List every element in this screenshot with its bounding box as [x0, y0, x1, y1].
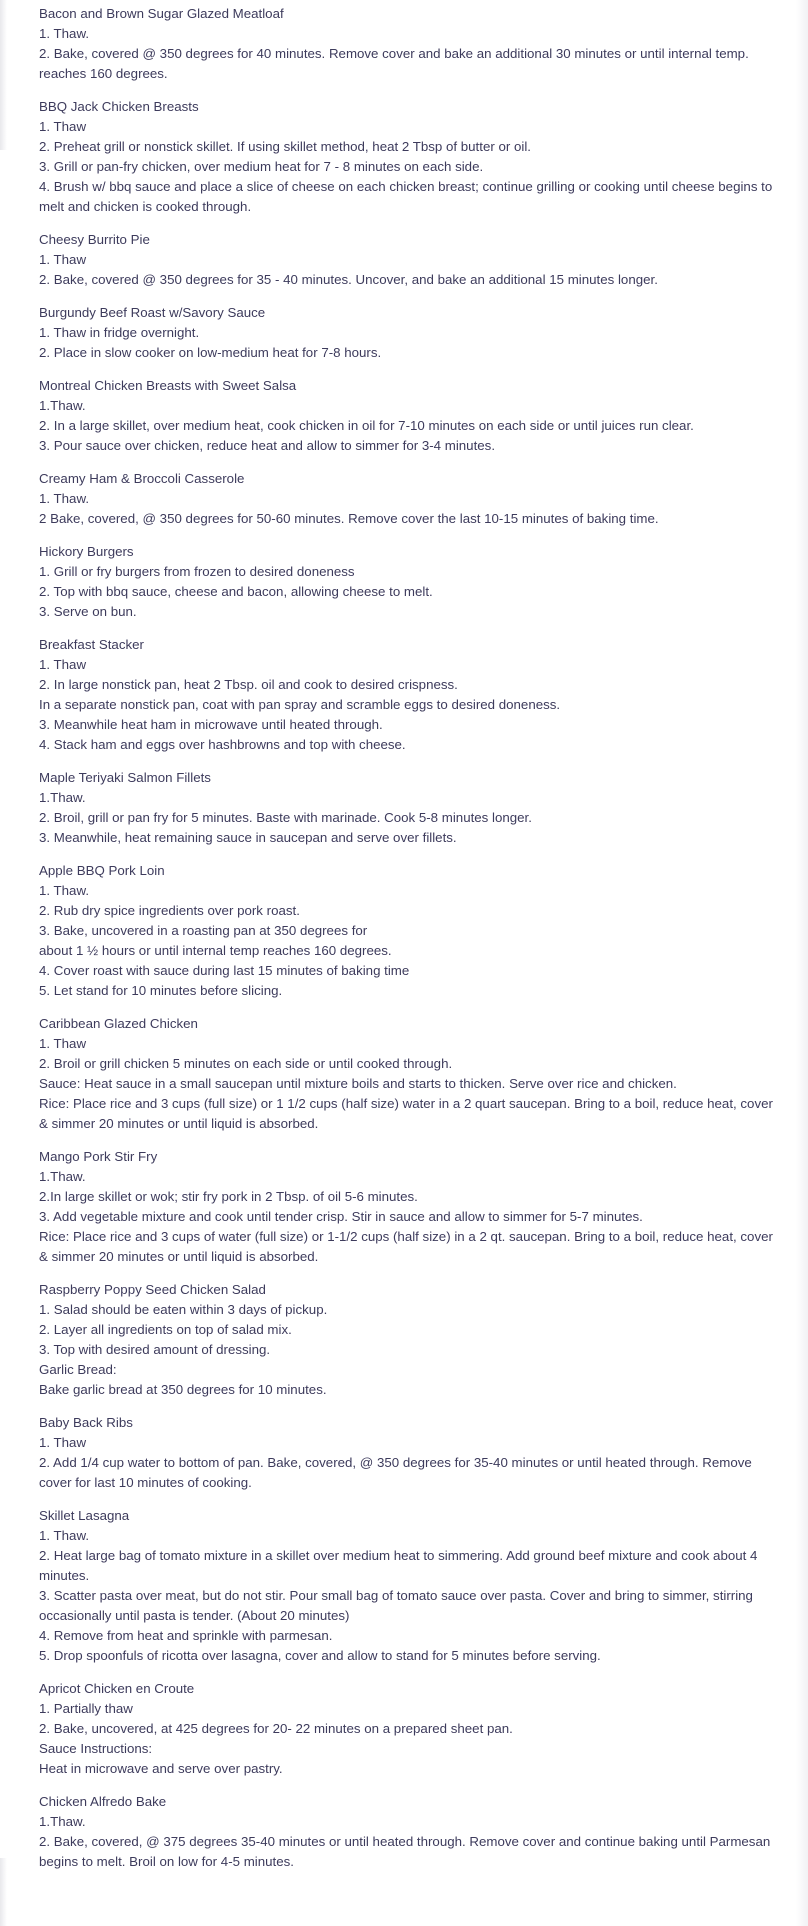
recipe-step: In a separate nonstick pan, coat with pan spray and scramble eggs to desired doneness. — [39, 697, 561, 712]
recipe-step: 4. Stack ham and eggs over hashbrowns and top with cheese. — [39, 737, 406, 752]
recipe-step: 2.In large skillet or wok; stir fry pork in 2 Tbsp. of oil 5-6 minutes. — [39, 1189, 418, 1204]
recipe-step: 3. Add vegetable mixture and cook until tender crisp. Stir in sauce and allow to simmer for 5-7 minutes. — [39, 1209, 643, 1224]
recipe-step: 1. Thaw — [39, 1435, 87, 1450]
recipe-document — [39, 4, 785, 1885]
recipe-step: Heat in microwave and serve over pastry. — [39, 1761, 283, 1776]
recipe-title: Mango Pork Stir Fry — [39, 1149, 158, 1164]
recipe-block — [39, 376, 785, 456]
recipe-step: 1. Thaw. — [39, 491, 90, 506]
recipe-title: BBQ Jack Chicken Breasts — [39, 99, 199, 114]
recipe-block — [39, 1679, 785, 1779]
recipe-step: 2. Bake, uncovered, at 425 degrees for 20- 22 minutes on a prepared sheet pan. — [39, 1721, 513, 1736]
page-shadow-left — [0, 0, 7, 150]
recipe-step: Rice: Place rice and 3 cups of water (full size) or 1-1/2 cups (half size) in a 2 qt. saucepan. Bring to a boil, reduce heat, cover & simmer 20 minutes or until liquid is absorbed. — [39, 1229, 773, 1264]
recipe-step: 3. Pour sauce over chicken, reduce heat and allow to simmer for 3-4 minutes. — [39, 438, 496, 453]
recipe-step: 3. Top with desired amount of dressing. — [39, 1342, 271, 1357]
recipe-step: 3. Meanwhile, heat remaining sauce in saucepan and serve over fillets. — [39, 830, 457, 845]
recipe-block — [39, 97, 785, 217]
recipe-step: 1.Thaw. — [39, 1814, 86, 1829]
scroll-edge-right — [796, 0, 808, 1926]
recipe-step: 1. Thaw. — [39, 26, 90, 41]
recipe-step: about 1 ½ hours or until internal temp reaches 160 degrees. — [39, 943, 392, 958]
recipe-step: 1. Thaw. — [39, 1528, 90, 1543]
recipe-block — [39, 1792, 785, 1872]
recipe-step: 1. Thaw — [39, 657, 87, 672]
recipe-step: 3. Bake, uncovered in a roasting pan at 350 degrees for — [39, 923, 368, 938]
recipe-title: Maple Teriyaki Salmon Fillets — [39, 770, 211, 785]
recipe-title: Burgundy Beef Roast w/Savory Sauce — [39, 305, 266, 320]
recipe-title: Skillet Lasagna — [39, 1508, 130, 1523]
recipe-step: Garlic Bread: — [39, 1362, 117, 1377]
recipe-step: 2. Rub dry spice ingredients over pork roast. — [39, 903, 300, 918]
recipe-step: 2. Preheat grill or nonstick skillet. If using skillet method, heat 2 Tbsp of butter or oil. — [39, 139, 531, 154]
recipe-step: 2. Heat large bag of tomato mixture in a skillet over medium heat to simmering. Add ground beef mixture and cook about 4 minutes. — [39, 1548, 758, 1583]
recipe-step: 5. Drop spoonfuls of ricotta over lasagna, cover and allow to stand for 5 minutes before serving. — [39, 1648, 601, 1663]
recipe-title: Hickory Burgers — [39, 544, 134, 559]
recipe-step: Bake garlic bread at 350 degrees for 10 minutes. — [39, 1382, 327, 1397]
recipe-title: Chicken Alfredo Bake — [39, 1794, 167, 1809]
recipe-step: 1. Thaw — [39, 119, 87, 134]
recipe-step: 3. Grill or pan-fry chicken, over medium heat for 7 - 8 minutes on each side. — [39, 159, 484, 174]
recipe-step: 1. Grill or fry burgers from frozen to desired doneness — [39, 564, 355, 579]
recipe-block — [39, 1413, 785, 1493]
recipe-block — [39, 1014, 785, 1134]
recipe-block — [39, 230, 785, 290]
recipe-step: 2 Bake, covered, @ 350 degrees for 50-60 minutes. Remove cover the last 10-15 minutes of baking time. — [39, 511, 659, 526]
recipe-step: 2. In large nonstick pan, heat 2 Tbsp. oil and cook to desired crispness. — [39, 677, 458, 692]
recipe-step: 4. Remove from heat and sprinkle with parmesan. — [39, 1628, 333, 1643]
page-shadow-left-bottom — [0, 1858, 7, 1926]
recipe-title: Breakfast Stacker — [39, 637, 144, 652]
recipe-step: 2. Add 1/4 cup water to bottom of pan. Bake, covered, @ 350 degrees for 35-40 minutes or until heated through. Remove cover for last 10 minutes of cooking. — [39, 1455, 752, 1490]
recipe-block — [39, 1280, 785, 1400]
recipe-step: 1. Thaw — [39, 1036, 87, 1051]
recipe-title: Raspberry Poppy Seed Chicken Salad — [39, 1282, 266, 1297]
recipe-step: 5. Let stand for 10 minutes before slicing. — [39, 983, 283, 998]
recipe-step: 1. Partially thaw — [39, 1701, 133, 1716]
recipe-step: 1. Salad should be eaten within 3 days of pickup. — [39, 1302, 328, 1317]
recipe-step: 2. Top with bbq sauce, cheese and bacon, allowing cheese to melt. — [39, 584, 433, 599]
recipe-step: 4. Brush w/ bbq sauce and place a slice of cheese on each chicken breast; continue grilling or cooking until cheese begins to melt and chicken is cooked through. — [39, 179, 773, 214]
recipe-block — [39, 1506, 785, 1666]
recipe-step: 1. Thaw — [39, 252, 87, 267]
recipe-step: 4. Cover roast with sauce during last 15 minutes of baking time — [39, 963, 410, 978]
recipe-title: Montreal Chicken Breasts with Sweet Salsa — [39, 378, 297, 393]
recipe-step: 1. Thaw. — [39, 883, 90, 898]
recipe-title: Creamy Ham & Broccoli Casserole — [39, 471, 245, 486]
recipe-step: 3. Serve on bun. — [39, 604, 137, 619]
recipe-step: 2. Broil, grill or pan fry for 5 minutes. Baste with marinade. Cook 5-8 minutes longer. — [39, 810, 532, 825]
recipe-step: 1. Thaw in fridge overnight. — [39, 325, 200, 340]
recipe-title: Baby Back Ribs — [39, 1415, 133, 1430]
recipe-step: 3. Scatter pasta over meat, but do not stir. Pour small bag of tomato sauce over pasta. Cover and bring to simmer, stirring occasionally until pasta is tender. (About 20 minutes) — [39, 1588, 753, 1623]
recipe-block — [39, 303, 785, 363]
recipe-title: Apple BBQ Pork Loin — [39, 863, 165, 878]
recipe-step: 2. Bake, covered @ 350 degrees for 35 - 40 minutes. Uncover, and bake an additional 15 minutes longer. — [39, 272, 658, 287]
recipe-step: 1.Thaw. — [39, 398, 86, 413]
recipe-block — [39, 469, 785, 529]
recipe-block — [39, 1147, 785, 1267]
recipe-step: Sauce: Heat sauce in a small saucepan until mixture boils and starts to thicken. Serve over rice and chicken. — [39, 1076, 677, 1091]
recipe-step: 2. In a large skillet, over medium heat, cook chicken in oil for 7-10 minutes on each side or until juices run clear. — [39, 418, 694, 433]
recipe-step: 2. Bake, covered, @ 375 degrees 35-40 minutes or until heated through. Remove cover and continue baking until Parmesan begins to melt. Broil on low for 4-5 minutes. — [39, 1834, 771, 1869]
recipe-title: Caribbean Glazed Chicken — [39, 1016, 198, 1031]
recipe-step: Sauce Instructions: — [39, 1741, 153, 1756]
recipe-step: 2. Bake, covered @ 350 degrees for 40 minutes. Remove cover and bake an additional 30 minutes or until internal temp. reaches 160 degrees. — [39, 46, 749, 81]
recipe-step: 2. Layer all ingredients on top of salad mix. — [39, 1322, 292, 1337]
recipe-block — [39, 635, 785, 755]
recipe-step: 3. Meanwhile heat ham in microwave until heated through. — [39, 717, 383, 732]
recipe-step: 2. Place in slow cooker on low-medium heat for 7-8 hours. — [39, 345, 382, 360]
recipe-step: Rice: Place rice and 3 cups (full size) or 1 1/2 cups (half size) water in a 2 quart saucepan. Bring to a boil, reduce heat, cover & simmer 20 minutes or until liquid is absorbed. — [39, 1096, 773, 1131]
recipe-step: 2. Broil or grill chicken 5 minutes on each side or until cooked through. — [39, 1056, 453, 1071]
recipe-block — [39, 768, 785, 848]
recipe-step: 1.Thaw. — [39, 1169, 86, 1184]
recipe-block — [39, 4, 785, 84]
recipe-title: Bacon and Brown Sugar Glazed Meatloaf — [39, 6, 284, 21]
recipe-block — [39, 542, 785, 622]
recipe-block — [39, 861, 785, 1001]
recipe-title: Cheesy Burrito Pie — [39, 232, 150, 247]
recipe-step: 1.Thaw. — [39, 790, 86, 805]
recipe-title: Apricot Chicken en Croute — [39, 1681, 195, 1696]
